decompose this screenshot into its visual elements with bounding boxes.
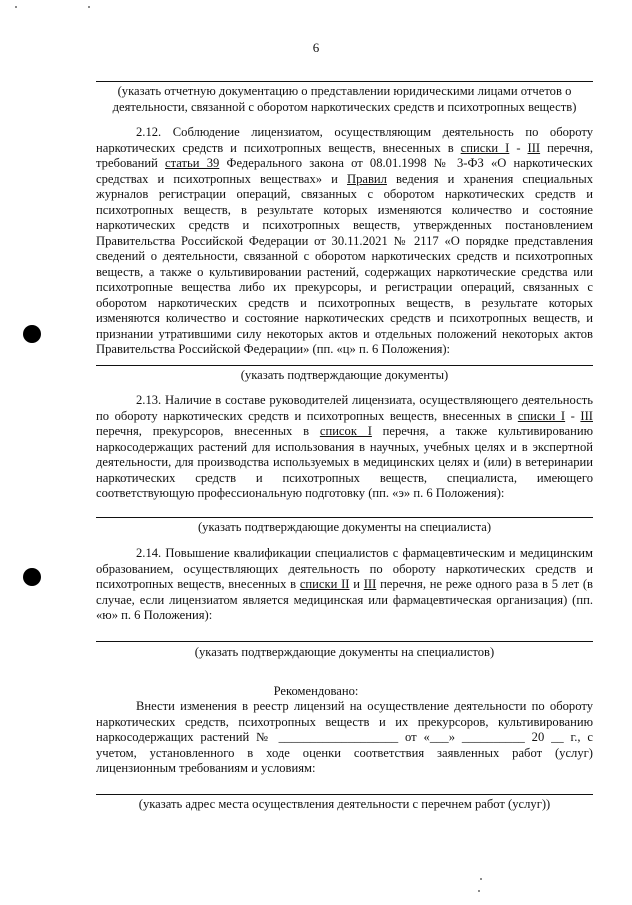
p212-text-2: перечня, требований — [96, 140, 593, 170]
recommended-heading: Рекомендовано: — [273, 684, 359, 698]
link-article-39[interactable]: статьи 39 — [165, 156, 220, 170]
scan-speck — [478, 890, 480, 892]
paragraph-recommendation — [96, 699, 593, 777]
caption-specialist-docs: (указать подтверждающие документы на специалиста) — [197, 520, 492, 534]
link-list-iii-2[interactable]: III — [580, 408, 593, 423]
link-lists-i-2[interactable]: списки I — [517, 408, 566, 423]
p212-text-1: 2.12. Соблюдение лицензиатом, осуществляющим деятельность по обороту наркотических средств и психотропных веществ, внесенных в — [96, 125, 593, 155]
p214-text-1: 2.14. Повышение квалификации специалистов с фармацевтическим и медицинским образованием, осуществляющих деятельность по обороту наркотических средств и психотропных веществ, внесенных в — [96, 546, 593, 591]
fill-line-4 — [96, 641, 593, 642]
link-list-i-3[interactable]: список I — [319, 424, 372, 438]
recommendation-text: Внести изменения в реестр лицензий на осуществление деятельности по обороту наркотических средств, психотропных веществ и их прекурсоров, культивированию наркосодержащих растений № ___________________ от «___» __________ 20 __ г., с учетом, установленного в ходе оценки соответствия заявленных работ (услуг) лицензионным требованиям и условиям: — [96, 699, 593, 775]
caption-specialists-docs: (указать подтверждающие документы на специалистов) — [194, 645, 495, 659]
caption-address: (указать адрес места осуществления деятельности с перечнем работ (услуг)) — [138, 797, 551, 811]
paragraph-2-13 — [96, 393, 593, 502]
p214-and: и — [349, 577, 364, 591]
page-number: 6 — [312, 40, 320, 55]
scan-speck — [15, 6, 17, 8]
paragraph-2-12 — [96, 125, 593, 358]
p213-dash: - — [565, 408, 581, 423]
scan-speck — [88, 6, 90, 8]
link-list-iii[interactable]: III — [527, 140, 541, 155]
p212-text-3: Федерального закона от 08.01.1998 № 3-ФЗ «О наркотических средствах и психотропных веществах» и — [96, 156, 593, 186]
caption-reporting-docs: (указать отчетную документацию о представлении юридическими лицами отчетов о деятельности, связанной с оборотом наркотических средств и психотропных веществ) — [112, 84, 577, 114]
link-rules[interactable]: Правил — [347, 171, 387, 186]
p213-text-2: перечня, прекурсоров, внесенных в — [96, 424, 320, 438]
fill-line-5 — [96, 794, 593, 795]
p212-dash: - — [509, 140, 528, 155]
fill-line-1 — [96, 81, 593, 82]
scan-speck — [480, 878, 482, 880]
binder-hole-2 — [23, 568, 41, 586]
link-list-iii-3[interactable]: III — [363, 577, 377, 591]
link-lists-i[interactable]: списки I — [460, 140, 510, 155]
paragraph-2-14 — [96, 546, 593, 624]
p212-text-4: ведения и хранения специальных журналов регистрации операций, связанных с оборотом наркотических средств и психотропных веществ, в результате которых изменяются количество и состояние наркотических средств и психотропных веществ, утвержденных постановлением Правительства Российской Федерации от 30.11.2021 № 2117 «О порядке представления сведений о деятельности, связанной с оборотом наркотических средств и психотропных веществ, а также о культивировании растений, содержащих наркотические средства или психотропные вещества либо их прекурсоры, и регистрации операций, связанных с оборотом наркотических средств и психотропных веществ, в результате которых изменяются количество и состояние наркотических средств и психотропных веществ, и признании утратившими силу некоторых актов и отдельных положений некоторых актов Правительства Российской Федерации» (пп. «ц» п. 6 Положения): — [96, 171, 593, 356]
link-lists-ii[interactable]: списки II — [299, 577, 350, 591]
fill-line-2 — [96, 365, 593, 366]
fill-line-3 — [96, 517, 593, 518]
binder-hole-1 — [23, 325, 41, 343]
caption-confirming-docs: (указать подтверждающие документы) — [240, 368, 449, 382]
p213-text-3: перечня, а также культивированию наркосодержащих растений для использования в научных, учебных целях и в экспертной деятельности, для производства используемых в медицинских целях и (или) в ветеринарии наркотических средств и психотропных веществ, специалиста, имеющего соответствующую профессиональную подготовку (пп. «э» п. 6 Положения): — [96, 424, 594, 500]
p213-text-1: 2.13. Наличие в составе руководителей лицензиата, осуществляющего деятельность по обороту наркотических средств и психотропных веществ, внесенных в — [96, 393, 593, 423]
p214-text-2: перечня, не реже одного раза в 5 лет (в случае, если лицензиатом является медицинская или фармацевтическая организация) (пп. «ю» п. 6 Положения): — [96, 577, 593, 622]
